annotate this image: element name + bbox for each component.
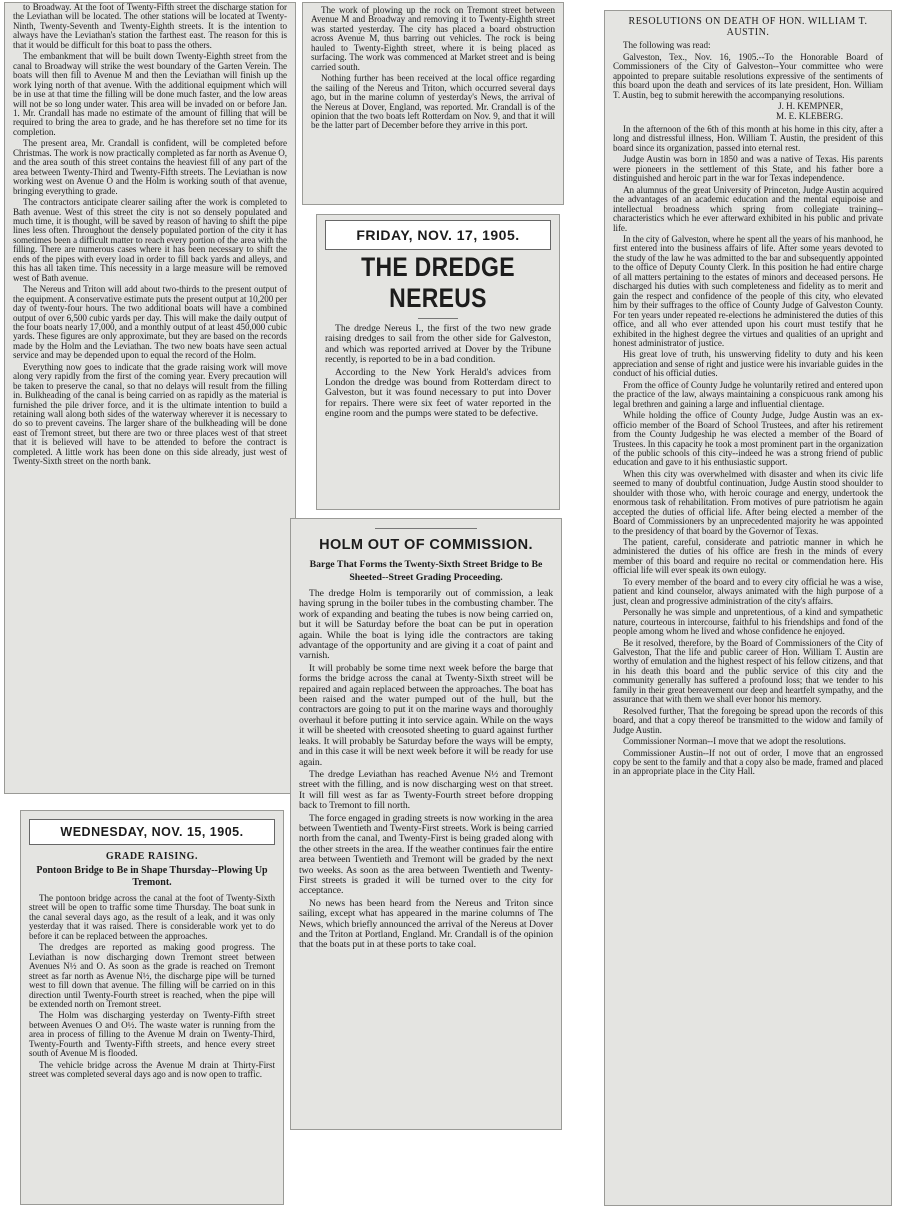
clipping-holm-out-of-commission xyxy=(290,518,562,1130)
article-body-resolutions xyxy=(613,125,883,777)
paragraph: Personally he was simple and unpretentious, of a kind and sympathetic nature, courteous in intercourse, faithful to his friendships and fond of the people among whom he lived and whose confidence he enjoyed. xyxy=(613,607,883,637)
paragraph: The pontoon bridge across the canal at the foot of Twenty-Sixth street will be open to traffic some time Thursday. The boat sunk in the canal several days ago, as the result of a leak, and it was only yesterday that it was raised. There is considerable work yet to do before it can be replaced between the approaches. xyxy=(29,893,275,941)
paragraph: From the office of County Judge he voluntarily retired and entered upon the practice of the law, always maintaining a conspicuous rank among his legal brethren and gaining a large and influential clientage. xyxy=(613,379,883,409)
paragraph: The force engaged in grading streets is now working in the area between Twentieth and Twenty-First streets. Work is being carried north from the canal, and Twenty-First is being graded along with the other streets in the area. If the weather continues fair the entire area between Twentieth and Tremont will be graded by the next two weeks. As soon as the area between Twentieth and Twenty-First streets is graded it will be turned over to the city for acceptance. xyxy=(299,812,553,897)
clipping-col1-top xyxy=(4,2,296,794)
clipping-col2-top xyxy=(302,2,564,205)
paragraph: Commissioner Austin--If not out of order, I move that an engrossed copy be sent to the family and that a copy also be made, framed and placed in an appropriate place in the City Hall. xyxy=(613,747,883,777)
paragraph: Resolved further, That the foregoing be spread upon the records of this board, and that a copy thereof be transmitted to the widow and family of Judge Austin. xyxy=(613,705,883,735)
paragraph: The dredges are reported as making good progress. The Leviathan is now discharging down Tremont street between Avenues N½ and O. As soon as the grade is reached on Tremont street as far north as Avenue N½, the discharge pipe will be turned west to fill down that avenue. The filling will be carried on in this direction until Twenty-Fourth street is reached, when the pipe will be extended north on Tremont street. xyxy=(29,942,275,1009)
paragraph: The dredge Holm is temporarily out of commission, a leak having sprung in the boiler tubes in the combusting chamber. The work of expanding and beating the tubes is now being carried on, but it will be Saturday before the boat can be put in operation again. While the boat is lying idle the contractors are taking advantage of the opportunity and are giving it a coat of paint and varnish. xyxy=(299,588,553,662)
resolution-intro: The following was read: xyxy=(623,40,711,50)
paragraph: The dredge Nereus I., the first of the two new grade raising dredges to sail from the other side for Galveston, and which was reported arrived at Dover by the Tribune recently, is reported to be in a bad condition. xyxy=(325,323,551,366)
divider xyxy=(375,528,477,529)
paragraph: to Broadway. At the foot of Twenty-Fifth street the discharge station for the Leviathan will be located. The other stations will be located at Twenty-Ninth, Twenty-Seventh and Twenty-Eighth streets. It is the intention to always have the Leviathan's station the farthest east. The reason for this is that it would be difficult for this boat to pass the others. xyxy=(13,2,287,50)
paragraph: Be it resolved, therefore, by the Board of Commissioners of the City of Galveston, That the life and public career of Hon. William T. Austin are worthy of emulation and the highest respect of his fellow citizens, and that in his death this board and the public service of this city and the community generally has suffered a profound loss; that we tender to his family in their great bereavement our deep and heartfelt sympathy, and the assurance that with them we shall ever honor his memory. xyxy=(613,637,883,705)
paragraph: Nothing further has been received at the local office regarding the sailing of the Nereus and Triton, which occurred several days ago, but in the marine column of yesterday's News, the arrival of the Nereus at Dover, England, was reported. Mr. Crandall is of the opinion that the two boats left Rotterdam on Nov. 9, and that it will be the latter part of December before they arrive in this port. xyxy=(311,73,555,131)
paragraph: Everything now goes to indicate that the grade raising work will move along very rapidly from the first of the coming year. Every precaution will be taken to preserve the canal, so that no delays will result from the filling in. Bulkheading of the canal is being carried on as rapidly as the material is furnished the pile driver force, and it is the ultimate intention to build a retaining wall along both sides of the waterway wherever it is necessary to do so to prevent caveins. The larger share of the bulkheading will be done east of Tremont street, but there are two or three places west of that street that it is believed will have to be attended to before the contract is completed. A little work has been done on this side already, just west of Twenty-Sixth street on the north bank. xyxy=(13,361,287,467)
clipping-resolutions-austin xyxy=(604,10,892,1206)
headline-dredge-nereus: THE DREDGE NEREUS xyxy=(361,251,515,313)
article-body-col1-top xyxy=(13,3,287,467)
paragraph: When this city was overwhelmed with disaster and when its civic life seemed to many of doubtful continuation, Judge Austin stood shoulder to shoulder with those who, with heroic courage and energy, undertook the enormous task of rehabilitation. From motives of pure patriotism he again accepted the duties of official life. After being elected a member of the Board of Commissioners by an unprecedented majority he was appointed to the presidency of that board by the Governor of Texas. xyxy=(613,468,883,536)
paragraph: To every member of the board and to every city official he was a wise, patient and kind counselor, always animated with the high purpose of a just, clean and progressive administration of the city's affairs. xyxy=(613,576,883,606)
paragraph: The vehicle bridge across the Avenue M drain at Thirty-First street was completed several days ago and is now open to traffic. xyxy=(29,1059,275,1080)
date-band-wednesday: WEDNESDAY, NOV. 15, 1905. xyxy=(29,819,275,845)
clipping-col1-bottom xyxy=(20,810,284,1205)
paragraph: The dredge Leviathan has reached Avenue N½ and Tremont street with the filling, and is now discharging west on that street. It will fill west as far as Twenty-Fourth street before dropping back to Tremont to fill north. xyxy=(299,768,553,812)
paragraph: According to the New York Herald's advices from London the dredge was bound from Rotterdam direct to Galveston, but it was found necessary to put into Dover for repairs. There were six feet of water reported in the engine room and the pumps were stated to be defective. xyxy=(325,366,551,420)
paragraph: The embankment that will be built down Twenty-Eighth street from the canal to Broadway will strike the west boundary of the Garten Verein. The boats will then fill to Avenue M and then the Leviathan will finish up the work lying north of that avenue. With the additional equipment which will be in use at that time the filling will be done much faster, and the low areas will not be so long under water. This area will be invaded on or before Jan. 1. Mr. Crandall has made no estimate of the amount of filling that will be required to bring the area to grade, and he has therefore set no time for its completion. xyxy=(13,51,287,137)
paragraph: An alumnus of the great University of Princeton, Judge Austin acquired the advantages of an academic education and the mental equipoise and intellectual broadness which spring from collegiate training--characteristics which he ever afterward exhibited in his public and private life. xyxy=(613,184,883,233)
divider xyxy=(418,318,459,319)
paragraph: The contractors anticipate clearer sailing after the work is completed to Bath avenue. West of this street the city is not so densely populated and much time, it is thought, will be saved by reason of having to shift the pipe lines less often. Throughout the densely populated portion of the city it has sometimes been a difficult matter to reach every portion of the area with the filling. There are numerous cases where it has been necessary to shift the ends of the pipes with every load in order to fill back yards and alleys, and this has all taken time. This necessity in a large measure will be removed west of Bath avenue. xyxy=(13,197,287,283)
paragraph: In the afternoon of the 6th of this month at his home in this city, after a long and distressful illness, Hon. William T. Austin, the president of this board since its organization, passed into eternal rest. xyxy=(613,124,883,153)
paragraph: The Nereus and Triton will add about two-thirds to the present output of the equipment. A conservative estimate puts the present output at 10,200 per day of twenty-four hours. The two additional boats will have a combined output of over 6,500 cubic yards per day. This will make the daily output of the four boats nearly 17,000, and a monthly output of at least 450,000 cubic yards. These figures are only approximate, but they are based on the records made by the Holm and the Leviathan. The two new boats have seen actual service and may be depended upon to equal the record of the Holm. xyxy=(13,284,287,361)
paragraph: Judge Austin was born in 1850 and was a native of Texas. His parents were pioneers in the settlement of this State, and his father bore a distinguished and heroic part in the war for Texas independence. xyxy=(613,154,883,184)
paragraph: In the city of Galveston, where he spent all the years of his manhood, he first entered into the business affairs of life. After some years devoted to the study of the law he was admitted to the bar and subsequently appointed to the office of Deputy County Clerk. In this position he had entire charge of all matters pertaining to the estates of minors and deceased persons. He discharged his duties with such completeness and fidelity as to merit and gain the respect and confidence of the people of this city, who elevated him by their suffrages to the office of County Judge of Galveston County. For ten years under repeated re-elections he administered the duties of this office, and all who ever attended upon his court must testify that he exhibited in the highest degree the virtues and qualities of an upright and honest administrator of justice. xyxy=(613,233,883,348)
paragraph: While holding the office of County Judge, Judge Austin was an ex-officio member of the Board of School Trustees, and after his retirement from the County Judgeship he was elected a member of the Board of Trustees. In this capacity he took a most prominent part in the organization of the public schools of this city--indeed he was a strong friend of public education and gave to it his enthusiastic support. xyxy=(613,410,883,468)
paragraph: The patient, careful, considerate and patriotic manner in which he administered the duties of his office are fresh in the minds of every member of this board and require no recital or commendation here. His official life will ever speak its own eulogy. xyxy=(613,537,883,576)
article-body-col2-top xyxy=(311,6,555,131)
resolution-letter: Galveston, Tex., Nov. 16, 1905.--To the Honorable Board of Commissioners of the City of Galveston--Your committee who were appointed to prepare suitable resolutions expressive of the sentiments of this board upon the death and services of its late president, Hon. William T. Austin, beg to submit herewith the accompanying resolutions. xyxy=(613,51,883,100)
signer-kempner: J. H. KEMPNER, xyxy=(778,101,843,111)
paragraph: The Holm was discharging yesterday on Twenty-Fifth street between Avenues O and O½. The waste water is running from the area in process of filling to the Avenue M drain on Twenty-Third, Twenty-Fourth and Twenty-Fifth streets, and hence every street south of Avenue M is flooded. xyxy=(29,1010,275,1059)
paragraph: The present area, Mr. Crandall is confident, will be completed before Christmas. The work is now practically completed as far north as Avenue O, and the area south of this street contains the heaviest fill of any part of the area between Twenty-Third and Twenty-Fifth streets. The Leviathan is now working west on Avenue O and the Holm is working south of that avenue, bringing everything to grade. xyxy=(13,138,287,196)
clipping-dredge-nereus xyxy=(316,214,560,510)
subhead-pontoon-bridge: Pontoon Bridge to Be in Shape Thursday--Plowing Up Tremont. xyxy=(36,865,268,888)
signer-kleberg: M. E. KLEBERG. xyxy=(776,110,843,121)
paragraph: His great love of truth, his unswerving fidelity to duty and his keen appreciation and sense of right and justice were his invariable guides in the conduct of his official duties. xyxy=(613,349,883,379)
paragraph: The work of plowing up the rock on Tremont street between Avenue M and Broadway and removing it to Twenty-Eighth street was started yesterday. The city has placed a board obstruction across Avenue M, thus barring out vehicles. The rock is being hauled to Twenty-Eighth street, where it is being placed as surfacing. The work was commenced at Market street and is being carried south. xyxy=(311,5,555,72)
paragraph: It will probably be some time next week before the barge that forms the bridge across the canal at Twenty-Sixth street will be repaired and again replaced between the approaches. The boat has been raised and the water pumped out of the hull, but the contractors are going to put it on the marine ways and thoroughly overhaul it before putting it into service again. While on the ways it will be sheeted with creosoted sheeting to guard against further leaks. It will probably be Saturday before the ways will be empty, and in this case it will be next week before it will be ready for use again. xyxy=(299,662,553,768)
article-body-dredge-nereus xyxy=(325,324,551,420)
headline-resolutions: RESOLUTIONS ON DEATH OF HON. WILLIAM T. AUSTIN. xyxy=(628,16,868,38)
paragraph: Commissioner Norman--I move that we adopt the resolutions. xyxy=(623,736,846,747)
headline-grade-raising: GRADE RAISING. xyxy=(105,851,199,862)
subhead-barge-bridge: Barge That Forms the Twenty-Sixth Street Bridge to Be Sheeted--Street Grading Proceeding. xyxy=(309,559,543,583)
date-band-friday: FRIDAY, NOV. 17, 1905. xyxy=(325,220,551,250)
article-body-holm xyxy=(299,589,553,951)
headline-holm-out-of-commission: HOLM OUT OF COMMISSION. xyxy=(319,537,533,553)
article-body-grade-raising xyxy=(29,894,275,1080)
paragraph: No news has been heard from the Nereus and Triton since sailing, except what has appeared in the marine columns of The News, which briefly announced the arrival of the Nereus at Dover and the Triton at Portland, England. Mr. Crandall is of the opinion that the boats put in at these ports to take coal. xyxy=(299,897,553,951)
